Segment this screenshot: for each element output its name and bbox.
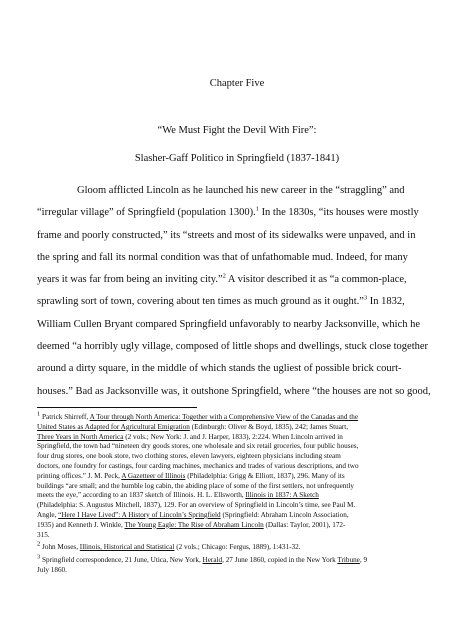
footnote-text: (Edinburgh: Oliver & Boyd, 1835), 242; James Stuart, bbox=[189, 422, 349, 431]
body-line bbox=[37, 202, 447, 224]
footnote-number: 1 bbox=[37, 410, 41, 418]
footnote-line bbox=[37, 433, 447, 443]
footnote-text: Springfield correspondence, 21 June, Utica, New York, bbox=[40, 556, 203, 565]
footnote-line bbox=[37, 472, 447, 482]
footnote-text: (Springfield: Abraham Lincoln Association, bbox=[220, 510, 349, 519]
footnote-text: (2 vols.; Chicago: Fergus, 1889), 1:431-32. bbox=[174, 543, 301, 552]
footnote-line: Springfield, the town had “nineteen dry goods stores, one wholesale and six retail groceries, four public houses, bbox=[37, 442, 359, 451]
footnote-line: buildings “are small; and the humble log cabin, the abiding place of some of the first settlers, not unfrequently bbox=[37, 481, 354, 490]
body-line: deemed “a horribly ugly village, composed of little shops and dwellings, stuck close together bbox=[37, 341, 429, 353]
body-line: frame and poorly constructed,” its “streets and most of its sidewalks were unpaved, and in bbox=[37, 229, 416, 241]
body-line: William Cullen Bryant compared Springfield unfavorably to nearby Jacksonville, which he bbox=[37, 318, 421, 330]
body-text: A visitor described it as “a common-place, bbox=[225, 274, 407, 286]
footnote-line bbox=[37, 540, 447, 553]
footnote-text: Patrick Shirreff, bbox=[40, 413, 90, 421]
footnote-reference: 3 bbox=[363, 294, 368, 302]
body-paragraph bbox=[37, 180, 447, 403]
body-text: In 1832, bbox=[367, 296, 405, 308]
body-text: years it was far from being an inviting city.” bbox=[37, 274, 223, 286]
footnotes bbox=[37, 410, 447, 579]
footnote-text: meets the eye,” according to an 1837 sketch of Illinois. H. L. Ellsworth, bbox=[37, 491, 246, 500]
footnote-2 bbox=[37, 540, 447, 553]
body-line: houses.” Bad as Jacksonville was, it outshone Springfield, where “the houses are not so good, bbox=[37, 385, 431, 397]
book-title: The Young Eagle: The Rise of Abraham Lincoln bbox=[124, 520, 264, 529]
footnote-reference: 2 bbox=[222, 272, 226, 280]
chapter-heading: Chapter Five bbox=[209, 78, 265, 89]
book-title: “Here I Have Lived”: A History of Lincoln’s Springfield bbox=[58, 510, 221, 519]
footnote-line bbox=[37, 511, 447, 521]
newspaper-title: Tribune bbox=[337, 556, 360, 565]
book-title: Illinois in 1837: A Sketch bbox=[245, 491, 319, 500]
newspaper-title: Herald bbox=[202, 556, 223, 565]
footnote-text: (2 vols.; New York: J. and J. Harper, 1833), 2:224. When Lincoln arrived in bbox=[123, 432, 343, 441]
footnote-line: (Philadelphia: S. Augustus Mitchell, 1837), 129. For an overview of Springfield in Lincoln’s time, see Paul M. bbox=[37, 501, 356, 510]
body-line bbox=[37, 291, 447, 313]
footnote-text: Angle, bbox=[37, 510, 59, 519]
book-title: United States as Adapted for Agricultural Emigration bbox=[37, 422, 190, 431]
book-title: A Tour through North America: Together with a Comprehensive View of the Canadas and the bbox=[89, 413, 359, 421]
footnote-reference: 1 bbox=[255, 205, 259, 213]
footnote-text: (Philadelphia: Grigg & Elliott, 1837), 296. Many of its bbox=[185, 471, 345, 480]
footnote-line bbox=[37, 423, 447, 433]
book-title: Illinois, Historical and Statistical bbox=[79, 543, 175, 552]
chapter-title-line-2: Slasher-Gaff Politico in Springfield (1837-1841) bbox=[134, 153, 340, 164]
footnote-text: , 9 bbox=[359, 556, 368, 565]
body-line: the spring and fall its normal condition was that of unfathomable mud. Indeed, for many bbox=[37, 251, 408, 263]
footnote-separator bbox=[37, 407, 197, 408]
body-text: sprawling sort of town, covering about ten times as much ground as it ought.” bbox=[37, 296, 364, 308]
book-title: A Gazetteer of Illinois bbox=[121, 471, 186, 480]
book-title: Three Years in North America bbox=[37, 432, 124, 441]
footnote-3 bbox=[37, 553, 447, 576]
footnote-line: 315. bbox=[37, 530, 50, 539]
footnote-line bbox=[37, 553, 447, 566]
footnote-text: (Dallas: Taylor, 2001), 172- bbox=[263, 520, 346, 529]
footnote-line: doctors, one foundry for castings, four carding machines, mechanics and trades of various descriptions, and two bbox=[37, 461, 359, 470]
footnote-line: four drug stores, one book store, two clothing stores, eleven lawyers, eighteen physicians including steam bbox=[37, 452, 341, 461]
footnote-number: 2 bbox=[37, 540, 41, 548]
footnote-text: John Moses, bbox=[40, 543, 80, 552]
body-line bbox=[37, 269, 447, 291]
footnote-text: , 27 June 1860, copied in the New York bbox=[222, 556, 338, 565]
footnote-line bbox=[37, 410, 447, 423]
footnote-line bbox=[37, 491, 447, 501]
footnote-text: 1935) and Kenneth J. Winkle, bbox=[37, 520, 125, 529]
footnote-line: July 1860. bbox=[37, 565, 67, 574]
footnote-line bbox=[37, 521, 447, 531]
body-line: around a dirty square, in the middle of which stands the ugliest of possible brick court- bbox=[37, 363, 402, 375]
footnote-number: 3 bbox=[37, 553, 41, 561]
chapter-title-line-1: “We Must Fight the Devil With Fire”: bbox=[157, 125, 317, 136]
footnote-text: printing offices.” J. M. Peck, bbox=[37, 471, 122, 480]
body-text: In the 1830s, “its houses were mostly bbox=[258, 207, 419, 219]
footnote-1 bbox=[37, 410, 447, 540]
body-text: “irregular village” of Springfield (population 1300). bbox=[37, 207, 256, 219]
body-line: Gloom afflicted Lincoln as he launched his new career in the “straggling” and bbox=[77, 185, 405, 196]
